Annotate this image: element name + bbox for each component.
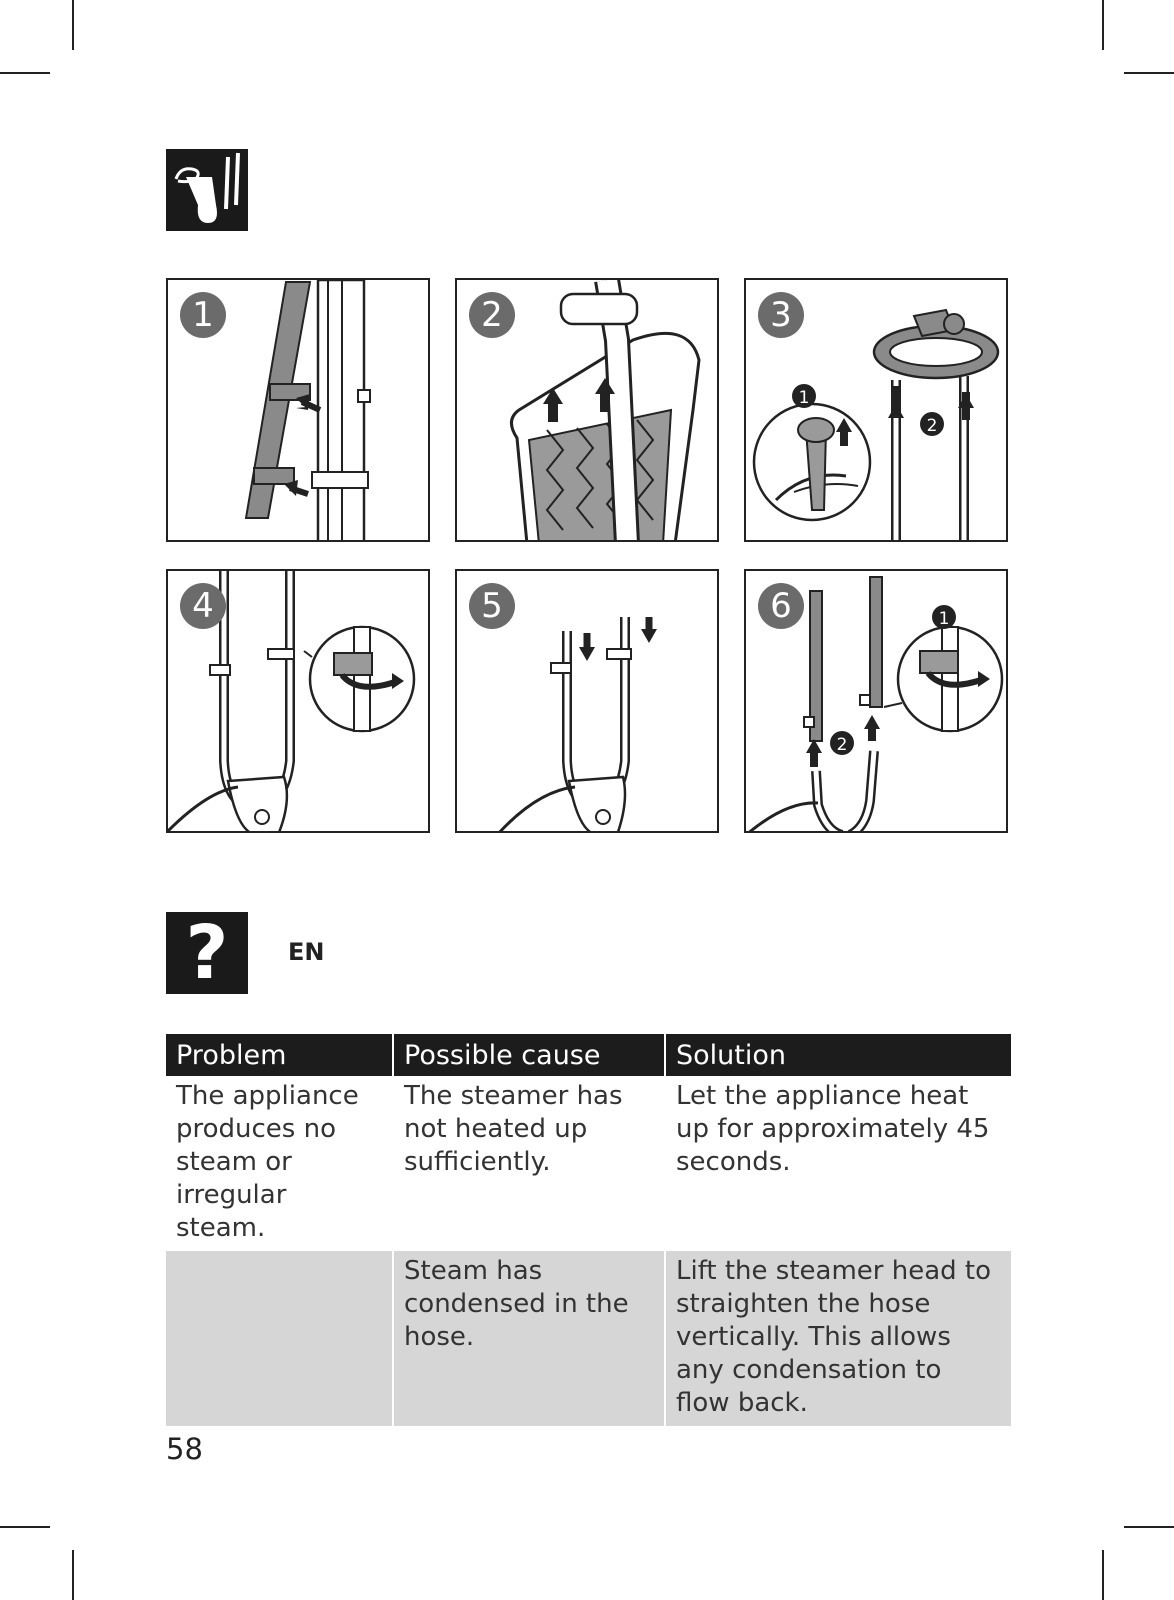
crop-mark [0,1526,50,1528]
cause-cell: Steam has condensed in the hose. [393,1251,665,1426]
step-panel-4 [166,569,430,833]
troubleshooting-table [166,1034,1011,1426]
solution-cell: Let the appliance heat up for approximately 45 seconds. [676,1081,990,1177]
crop-mark [1102,0,1104,50]
step-panel-5 [455,569,719,833]
sub-step-label: 1 [798,388,810,408]
column-header-problem: Problem [166,1034,393,1076]
step-number-badge: 6 [758,583,804,629]
step-number-badge: 2 [469,292,515,338]
step-number-badge: 4 [180,583,226,629]
step-panel-3 [744,278,1008,542]
step-panel-1 [166,278,430,542]
language-code: EN [288,938,325,966]
step-number-badge: 1 [180,292,226,338]
sub-step-label: 2 [926,416,938,436]
column-header-cause: Possible cause [393,1034,665,1076]
crop-mark [1124,1526,1174,1528]
sub-step-label: 1 [938,609,950,629]
question-mark-icon: ? [166,912,248,994]
crop-mark [0,72,50,74]
storage-icon [166,149,248,231]
step-panel-6 [744,569,1008,833]
crop-mark [1124,72,1174,74]
step-number-badge: 5 [469,583,515,629]
step-panel-2 [455,278,719,542]
table-row [166,1251,1011,1426]
table-row [166,1076,1011,1251]
crop-mark [1102,1550,1104,1600]
problem-cell: The appliance produces no steam or irregular steam. [166,1076,393,1251]
problem-cell [166,1251,393,1426]
crop-mark [72,0,74,50]
sub-step-label: 2 [836,735,848,755]
step-number-badge: 3 [758,292,804,338]
table-header-row [166,1034,1011,1076]
crop-mark [72,1550,74,1600]
column-header-solution: Solution [665,1034,1011,1076]
solution-cell: Lift the steamer head to straighten the hose vertically. This allows any condensation to flow back. [665,1251,1011,1426]
page-number: 58 [166,1432,203,1466]
cause-cell: The steamer has not heated up sufficiently. [393,1076,665,1251]
